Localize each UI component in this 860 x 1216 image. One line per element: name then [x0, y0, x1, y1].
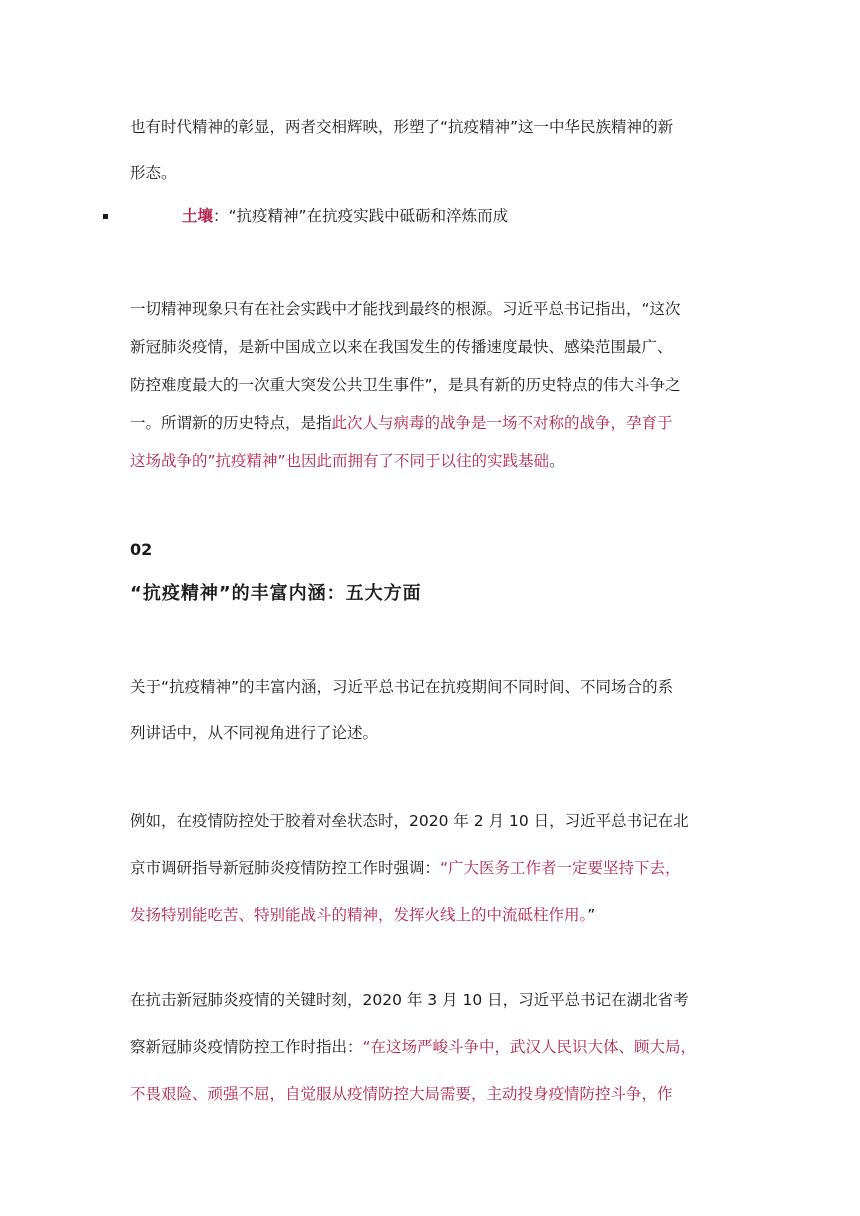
text-line: 例如，在疫情防控处于胶着对垒状态时，2020 年 2 月 10 日，习近平总书记在北: [130, 812, 689, 830]
paragraph-practice: [130, 296, 740, 474]
bullet-text: ：“抗疫精神”在抗疫实践中砥砺和淬炼而成: [213, 207, 509, 225]
text-line: 新冠肺炎疫情，是新中国成立以来在我国发生的传播速度最快、感染范围最广、: [130, 338, 673, 356]
highlighted-text: “广大医务工作者一定要坚持下去，: [440, 859, 681, 877]
intro-paragraph: [130, 114, 740, 186]
text-line: 也有时代精神的彰显，两者交相辉映，形塑了“抗疫精神”这一中华民族精神的新: [130, 118, 674, 136]
text-line: 在抗击新冠肺炎疫情的关键时刻，2020 年 3 月 10 日，习近平总书记在湖北省考: [130, 991, 689, 1009]
section-title: “抗疫精神”的丰富内涵：五大方面: [130, 583, 422, 604]
text-line: 列讲话中，从不同视角进行了论述。: [130, 724, 379, 742]
text-line: [130, 410, 740, 436]
highlighted-text: 发扬特别能吃苦、特别能战斗的精神，发挥火线上的中流砥柱作用。: [130, 906, 588, 924]
text-line: [130, 1034, 740, 1060]
text-line: [130, 448, 740, 474]
plain-text: 。: [549, 452, 565, 470]
highlighted-text: “在这场严峻斗争中，武汉人民识大体、顾大局，: [362, 1038, 697, 1056]
plain-text: 一。所谓新的历史特点，是指: [130, 414, 332, 432]
bullet-item: [182, 203, 508, 229]
highlighted-text: 不畏艰险、顽强不屈，自觉服从疫情防控大局需要，主动投身疫情防控斗争，作: [130, 1085, 673, 1103]
section-number: 02: [130, 540, 153, 559]
paragraph-example-mar: [130, 987, 740, 1107]
text-line: 防控难度最大的一次重大突发公共卫生事件”，是具有新的历史特点的伟大斗争之: [130, 376, 681, 394]
highlighted-text: 此次人与病毒的战争是一场不对称的战争，孕育于: [331, 414, 673, 432]
text-line: 形态。: [130, 164, 177, 182]
plain-text: 京市调研指导新冠肺炎疫情防控工作时强调：: [130, 859, 441, 877]
text-line: 关于“抗疫精神”的丰富内涵，习近平总书记在抗疫期间不同时间、不同场合的系: [130, 678, 674, 696]
bullet-marker: [103, 214, 108, 219]
paragraph-example-feb: [130, 808, 740, 928]
text-line: [130, 855, 740, 881]
highlighted-text: 这场战争的”抗疫精神”也因此而拥有了不同于以往的实践基础: [130, 452, 550, 470]
paragraph-intro-content: [130, 674, 740, 746]
text-line: [130, 902, 740, 928]
bullet-keyword: 土壤: [182, 207, 214, 225]
plain-text: 察新冠肺炎疫情防控工作时指出：: [130, 1038, 363, 1056]
text-line: 一切精神现象只有在社会实践中才能找到最终的根源。习近平总书记指出，“这次: [130, 300, 681, 318]
plain-text: ”: [587, 906, 596, 924]
text-line: [130, 1081, 740, 1107]
